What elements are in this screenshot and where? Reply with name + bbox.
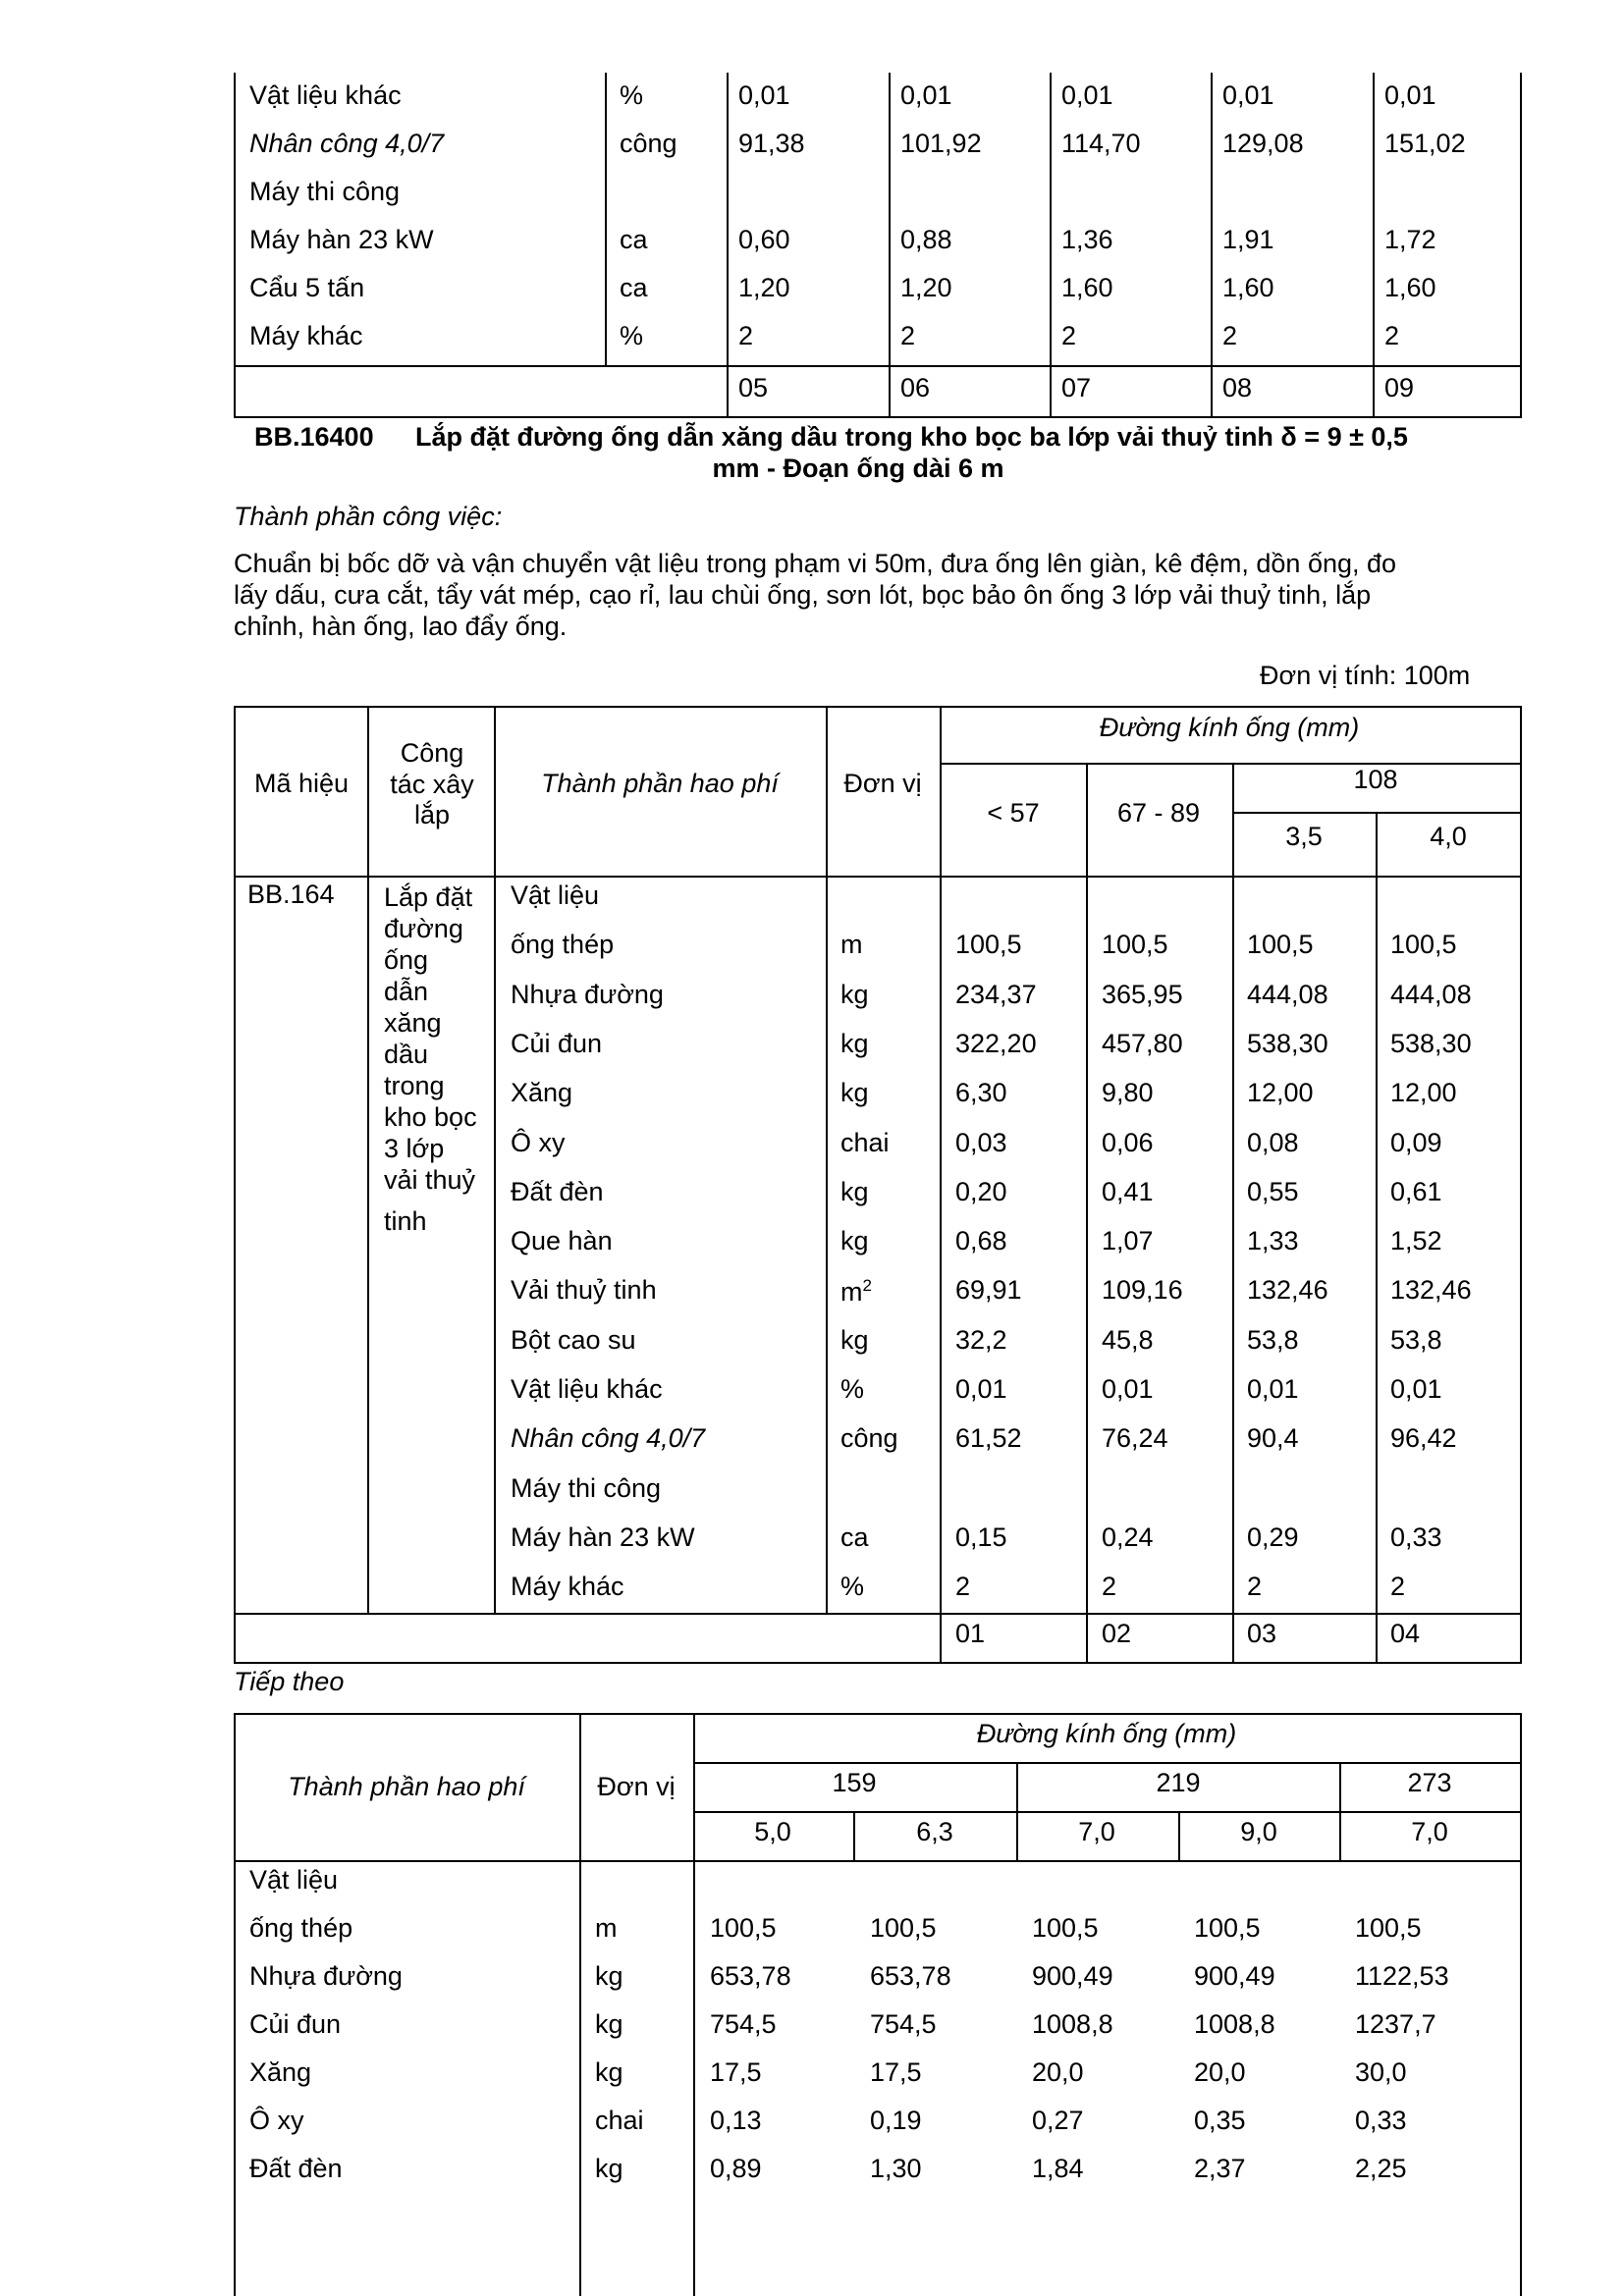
work-description-line: dẫn (384, 977, 429, 1006)
cost-item-value: 0,33 (1355, 2106, 1407, 2135)
cost-item-value: 129,08 (1222, 129, 1304, 158)
cost-item-value: 100,5 (710, 1913, 777, 1943)
col-header-unit: Đơn vị (843, 769, 922, 798)
cost-item-value: 109,16 (1102, 1275, 1183, 1306)
cost-item-unit: m (595, 1913, 618, 1943)
cost-item-value: 2 (1390, 1572, 1406, 1602)
cost-item-value: 20,0 (1194, 2057, 1246, 2087)
cost-item-value: 1,60 (1222, 273, 1274, 302)
cost-item-value: 0,41 (1102, 1176, 1154, 1206)
cost-item-value: 0,03 (955, 1127, 1007, 1157)
col-header-t-4-0: 4,0 (1430, 822, 1467, 851)
cost-item-value: 900,49 (1032, 1961, 1113, 1991)
cost-item-value: 0,35 (1194, 2106, 1246, 2135)
cost-item-value: 30,0 (1355, 2057, 1407, 2087)
work-description-line: ống (384, 945, 429, 975)
cost-item-value: 538,30 (1247, 1028, 1328, 1058)
cost-item-name: Ô xy (511, 1127, 566, 1157)
cost-item-value: 100,5 (1247, 930, 1314, 960)
cost-item-name: Máy thi công (511, 1472, 662, 1503)
cost-item-value: 1008,8 (1194, 2009, 1275, 2039)
cost-item-value: 12,00 (1247, 1078, 1314, 1108)
col-header-s-7-0b: 7,0 (1411, 1817, 1448, 1846)
cost-item-name: Vật liệu khác (249, 80, 402, 110)
cost-item-unit: kg (595, 2057, 623, 2087)
cost-item-value: 1,36 (1061, 225, 1113, 254)
col-header-code: Mã hiệu (253, 769, 350, 798)
col-header-unit-2: Đơn vị (597, 1772, 676, 1801)
cost-item-value: 0,55 (1247, 1176, 1299, 1206)
cost-item-value: 1,52 (1390, 1226, 1442, 1256)
col-header-d-57: < 57 (987, 798, 1040, 828)
cost-item-unit: kg (840, 1226, 869, 1256)
col-header-s-9-0: 9,0 (1240, 1817, 1277, 1846)
cost-item-value: 76,24 (1102, 1423, 1168, 1454)
cost-item-value: 53,8 (1247, 1324, 1299, 1355)
work-description-line: trong (384, 1071, 445, 1100)
cost-item-unit: % (840, 1572, 865, 1602)
cost-item-value: 1,91 (1222, 225, 1274, 254)
cost-item-name: Nhựa đường (249, 1961, 403, 1991)
cost-item-value: 100,5 (1390, 930, 1457, 960)
col-header-s-7-0: 7,0 (1078, 1817, 1115, 1846)
cost-item-value: 1008,8 (1032, 2009, 1113, 2039)
section-title-line2: mm - Đoạn ống dài 6 m (712, 454, 1004, 483)
work-description-line: đường (384, 914, 463, 943)
section-title-line1: Lắp đặt đường ống dẫn xăng dầu trong kho bọc ba lớp vải thuỷ tinh δ = 9 ± 0,5 (415, 422, 1408, 452)
cost-item-value: 0,19 (870, 2106, 922, 2135)
cost-item-value: 0,13 (710, 2106, 762, 2135)
norm-code: 05 (738, 373, 769, 402)
cost-item-value: 132,46 (1390, 1275, 1472, 1306)
cost-item-unit: công (840, 1423, 898, 1454)
cost-item-value: 151,02 (1384, 129, 1466, 158)
cost-item-unit: kg (595, 1961, 623, 1991)
col-header-diameter-2: Đường kính ống (mm) (976, 1719, 1237, 1748)
cost-item-value: 12,00 (1390, 1078, 1457, 1108)
cost-item-value: 132,46 (1247, 1275, 1328, 1306)
cost-item-value: 653,78 (870, 1961, 951, 1991)
cost-item-unit: % (620, 80, 644, 110)
col-header-g-219: 219 (1156, 1768, 1201, 1797)
cost-item-value: 1,60 (1384, 273, 1436, 302)
cost-item-unit: ca (840, 1522, 869, 1552)
cost-item-value: 0,88 (900, 225, 952, 254)
work-components-label: Thành phần công việc: (234, 502, 503, 531)
work-description-line: xăng (384, 1008, 442, 1038)
cost-item-name: Xăng (249, 2057, 312, 2087)
cost-item-name: ống thép (249, 1913, 353, 1943)
col-header-s-5-0: 5,0 (754, 1817, 791, 1846)
work-description-line: dầu (384, 1040, 429, 1069)
cost-item-value: 0,27 (1032, 2106, 1084, 2135)
cost-item-unit: % (840, 1374, 865, 1404)
cost-item-value: 0,08 (1247, 1127, 1299, 1157)
cost-item-value: 322,20 (955, 1028, 1037, 1058)
cost-item-value: 754,5 (710, 2009, 777, 2039)
cost-item-value: 2 (738, 321, 754, 350)
cost-item-value: 2 (1061, 321, 1077, 350)
cost-item-value: 0,29 (1247, 1522, 1299, 1552)
cost-item-name: Máy khác (249, 321, 363, 350)
work-desc-line-1: Chuẩn bị bốc dỡ và vận chuyển vật liệu trong phạm vi 50m, đưa ống lên giàn, kê đệm, dồn ống, đo (234, 549, 1397, 578)
cost-item-value: 114,70 (1061, 129, 1141, 158)
cost-item-value: 0,60 (738, 225, 790, 254)
col-header-cost-2: Thành phần hao phí (288, 1772, 525, 1801)
cost-item-value: 2 (1102, 1572, 1117, 1602)
unit-base: m (840, 1277, 863, 1308)
cost-item-value: 0,01 (1102, 1374, 1154, 1404)
cost-item-unit: kg (840, 979, 869, 1009)
norm-code: 04 (1390, 1619, 1421, 1648)
col-header-s-6-3: 6,3 (916, 1817, 953, 1846)
col-header-cost: Thành phần hao phí (541, 769, 779, 798)
cost-item-value: 0,01 (1384, 80, 1436, 110)
cost-item-value: 0,20 (955, 1176, 1007, 1206)
cost-item-name: Nhân công 4,0/7 (511, 1423, 706, 1454)
cost-item-value: 100,5 (1102, 930, 1168, 960)
cost-item-value: 234,37 (955, 979, 1037, 1009)
cost-item-unit: kg (840, 1324, 869, 1355)
col-header-d-67-89: 67 - 89 (1116, 798, 1201, 828)
cost-item-value: 32,2 (955, 1324, 1007, 1355)
cost-item-value: 1,30 (870, 2154, 922, 2183)
cost-item-value: 0,01 (738, 80, 790, 110)
cost-item-value: 69,91 (955, 1275, 1022, 1306)
col-header-diameter: Đường kính ống (mm) (1099, 713, 1360, 742)
cost-item-value: 0,15 (955, 1522, 1007, 1552)
continued-label: Tiếp theo (234, 1667, 345, 1696)
norm-code: 08 (1222, 373, 1253, 402)
code-bb164: BB.164 (247, 880, 335, 909)
cost-item-value: 538,30 (1390, 1028, 1472, 1058)
cost-item-name: Máy hàn 23 kW (511, 1522, 695, 1552)
cost-item-value: 1,84 (1032, 2154, 1084, 2183)
cost-item-value: 0,01 (900, 80, 952, 110)
cost-item-value: 2 (955, 1572, 971, 1602)
cost-item-name: Vật liệu khác (511, 1374, 663, 1404)
cost-item-value: 100,5 (1194, 1913, 1261, 1943)
cost-item-unit: % (620, 321, 644, 350)
cost-item-value: 0,24 (1102, 1522, 1154, 1552)
cost-item-value: 100,5 (955, 930, 1022, 960)
cost-item-unit: kg (595, 2009, 623, 2039)
cost-item-value: 754,5 (870, 2009, 937, 2039)
section-code: BB.16400 (254, 422, 374, 452)
work-description-line: tinh (384, 1206, 427, 1236)
cost-item-value: 45,8 (1102, 1324, 1154, 1355)
norm-code: 09 (1384, 373, 1415, 402)
cost-item-unit: kg (840, 1078, 869, 1108)
cost-item-value: 17,5 (870, 2057, 922, 2087)
cost-item-value: 444,08 (1247, 979, 1328, 1009)
cost-item-value: 1,72 (1384, 225, 1436, 254)
cost-item-value: 1,20 (738, 273, 790, 302)
cost-item-unit: kg (840, 1176, 869, 1206)
cost-item-value: 91,38 (738, 129, 805, 158)
cost-item-value: 0,09 (1390, 1127, 1442, 1157)
cost-item-name: Bột cao su (511, 1324, 636, 1355)
cost-item-value: 0,01 (955, 1374, 1007, 1404)
cost-item-value: 17,5 (710, 2057, 762, 2087)
cost-item-value: 101,92 (900, 129, 982, 158)
cost-item-value: 0,01 (1061, 80, 1113, 110)
cost-item-value: 1122,53 (1355, 1961, 1449, 1991)
cost-item-name: Đất đèn (511, 1176, 604, 1206)
cost-item-value: 20,0 (1032, 2057, 1084, 2087)
work-description-line: Lắp đặt (384, 882, 473, 912)
work-description-line: 3 lớp (384, 1134, 445, 1163)
cost-item-value: 900,49 (1194, 1961, 1275, 1991)
unit-note: Đơn vị tính: 100m (1260, 661, 1471, 690)
cost-item-value: 0,68 (955, 1226, 1007, 1256)
cost-item-unit: ca (620, 225, 648, 254)
cost-item-name: Củi đun (511, 1028, 603, 1058)
cost-item-value: 365,95 (1102, 979, 1183, 1009)
cost-item-value: 53,8 (1390, 1324, 1442, 1355)
cost-item-value: 100,5 (870, 1913, 937, 1943)
col-header-t-3-5: 3,5 (1285, 822, 1323, 851)
unit-superscript: 2 (862, 1276, 872, 1296)
cost-item-name: Que hàn (511, 1226, 613, 1256)
cost-item-value: 2 (1222, 321, 1238, 350)
cost-item-value: 0,33 (1390, 1522, 1442, 1552)
col-header-work-3: lắp (413, 800, 451, 829)
cost-item-unit: m (840, 930, 863, 960)
cost-item-value: 9,80 (1102, 1078, 1154, 1108)
cost-item-name: Vật liệu (249, 1865, 339, 1895)
cost-item-unit: công (620, 129, 677, 158)
cost-item-name: Nhân công 4,0/7 (249, 129, 445, 158)
work-description-line: vải thuỷ (384, 1165, 476, 1195)
cost-item-name: Máy khác (511, 1572, 624, 1602)
cost-item-value: 0,01 (1247, 1374, 1299, 1404)
cost-item-name: Cẩu 5 tấn (249, 273, 365, 302)
cost-item-value: 1,07 (1102, 1226, 1154, 1256)
cost-item-value: 457,80 (1102, 1028, 1183, 1058)
cost-item-unit: chai (840, 1127, 890, 1157)
col-header-g-159: 159 (832, 1768, 877, 1797)
cost-item-value: 1237,7 (1355, 2009, 1436, 2039)
cost-item-name: Máy thi công (249, 177, 401, 206)
cost-item-name: Vải thuỷ tinh (511, 1275, 657, 1306)
cost-item-name: Máy hàn 23 kW (249, 225, 434, 254)
cost-item-value: 2,37 (1194, 2154, 1246, 2183)
cost-item-value: 653,78 (710, 1961, 791, 1991)
col-header-work-2: tác xây (390, 770, 474, 799)
cost-item-name: Vật liệu (511, 881, 600, 910)
cost-item-value: 444,08 (1390, 979, 1472, 1009)
norm-code: 01 (955, 1619, 986, 1648)
cost-item-value: 1,20 (900, 273, 952, 302)
work-description-line: kho bọc (384, 1102, 477, 1132)
cost-item-unit (840, 1277, 872, 1306)
cost-item-unit: ca (620, 273, 648, 302)
cost-item-value: 2 (1384, 321, 1400, 350)
cost-item-value: 6,30 (955, 1078, 1007, 1108)
cost-item-name: Xăng (511, 1078, 573, 1108)
cost-item-value: 90,4 (1247, 1423, 1299, 1454)
cost-item-name: ống thép (511, 930, 615, 960)
col-header-g-273: 273 (1407, 1768, 1452, 1797)
work-desc-line-3: chỉnh, hàn ống, lao đẩy ống. (234, 612, 568, 641)
cost-item-unit: kg (595, 2154, 623, 2183)
cost-item-name: Ô xy (249, 2106, 304, 2135)
norm-code: 07 (1061, 373, 1092, 402)
cost-item-value: 2 (1247, 1572, 1263, 1602)
cost-item-value: 0,01 (1222, 80, 1274, 110)
cost-item-value: 96,42 (1390, 1423, 1457, 1454)
norm-code: 02 (1102, 1619, 1132, 1648)
cost-item-unit: kg (840, 1028, 869, 1058)
col-header-work-1: Công (400, 738, 464, 768)
cost-item-value: 100,5 (1032, 1913, 1099, 1943)
cost-item-name: Nhựa đường (511, 979, 664, 1009)
norm-code: 06 (900, 373, 931, 402)
cost-item-value: 2,25 (1355, 2154, 1407, 2183)
cost-item-value: 0,01 (1390, 1374, 1442, 1404)
cost-item-value: 0,89 (710, 2154, 762, 2183)
cost-item-value: 0,61 (1390, 1176, 1442, 1206)
cost-item-value: 0,06 (1102, 1127, 1154, 1157)
cost-item-value: 2 (900, 321, 916, 350)
norm-code: 03 (1247, 1619, 1277, 1648)
cost-item-unit: chai (595, 2106, 644, 2135)
cost-item-value: 61,52 (955, 1423, 1022, 1454)
cost-item-name: Đất đèn (249, 2154, 343, 2183)
cost-item-value: 1,60 (1061, 273, 1113, 302)
cost-item-value: 1,33 (1247, 1226, 1299, 1256)
cost-item-value: 100,5 (1355, 1913, 1422, 1943)
col-header-d-108: 108 (1353, 765, 1398, 794)
work-desc-line-2: lấy dấu, cưa cắt, tẩy vát mép, cạo rỉ, lau chùi ống, sơn lót, bọc bảo ôn ống 3 lớp vải thuỷ tinh, lắp (234, 580, 1372, 610)
cost-item-name: Củi đun (249, 2009, 342, 2039)
